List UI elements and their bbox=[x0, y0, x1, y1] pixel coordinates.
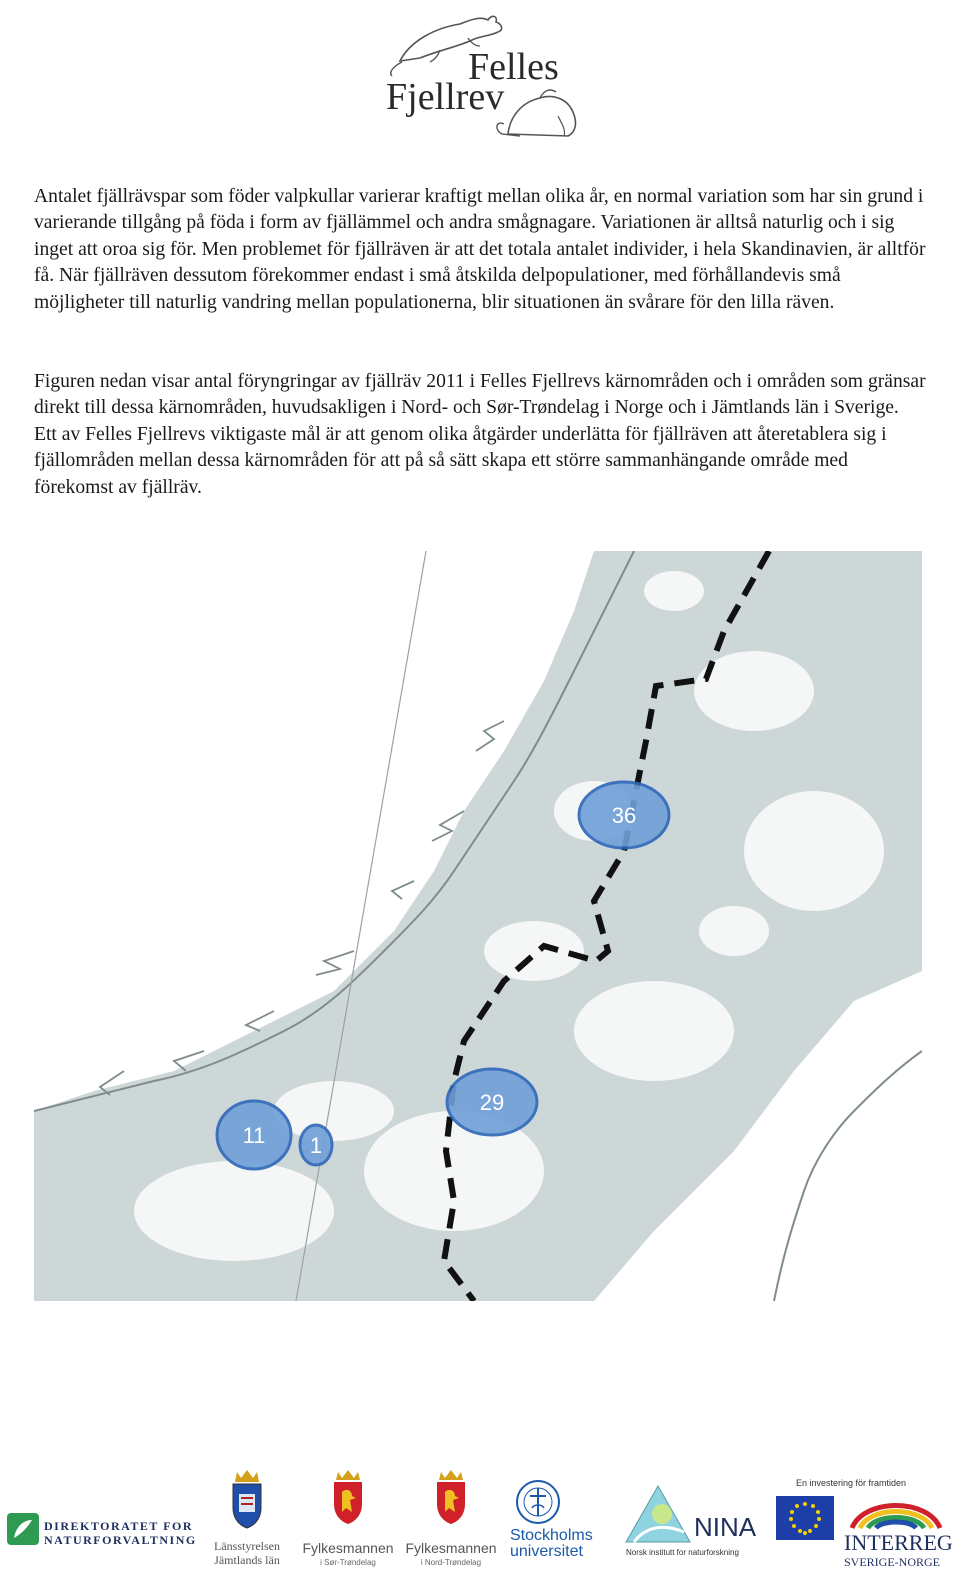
felles-fjellrev-logo bbox=[380, 6, 590, 146]
lansstyrelsen-line2: Jämtlands län bbox=[214, 1553, 280, 1567]
fylkesmannen-sor-trondelag-logo bbox=[302, 1468, 394, 1574]
map-svg bbox=[34, 551, 922, 1301]
marker-1 bbox=[300, 1125, 332, 1165]
marker-29 bbox=[447, 1069, 537, 1135]
eu-flag-icon bbox=[776, 1496, 834, 1540]
marker-11 bbox=[217, 1101, 291, 1169]
dn-name-line2: NATURFORVALTNING bbox=[44, 1533, 197, 1547]
su-name-line1: Stockholms bbox=[510, 1527, 593, 1544]
dn-name-line1: DIREKTORATET FOR bbox=[44, 1519, 194, 1533]
fylkesmannen-sor-name: Fylkesmannen bbox=[302, 1540, 394, 1556]
dn-logo bbox=[6, 1510, 196, 1550]
nina-mountain-icon bbox=[624, 1480, 694, 1544]
stockholms-universitet-logo bbox=[506, 1478, 610, 1568]
partner-logos-footer bbox=[0, 1460, 960, 1579]
intro-paragraph: Antalet fjällrävspar som föder valpkullar varierar kraftigt mellan olika år, en normal variation som har sin grund i varierande tillgång på föda i form av fjällämmel och andra smågnagare. Variationen är alltså naturlig och i sig inget att oroa sig för. Men problemet för fjällräven är att det totala antalet individer, i hela Skandinavien, är alltför få. När fjällräven dessutom förekommer endast i små åtskilda delpopulationer, med förhållandevis små möjligheter till naturlig vandring mellan populationerna, blir situationen än svårare för den lilla räven. bbox=[34, 186, 926, 313]
norway-lion-crest-icon bbox=[330, 1468, 366, 1526]
fylkesmannen-nord-sub: i Nord-Trøndelag bbox=[420, 1558, 482, 1567]
marker-36 bbox=[579, 782, 669, 848]
logo-word-fjellrev: Fjellrev bbox=[386, 76, 505, 118]
su-name-line2: universitet bbox=[510, 1543, 583, 1560]
interreg-eu-logo bbox=[770, 1478, 954, 1574]
fylkesmannen-nord-name: Fylkesmannen bbox=[405, 1540, 497, 1556]
nina-logo bbox=[624, 1480, 758, 1566]
lansstyrelsen-line1: Länsstyrelsen bbox=[214, 1539, 280, 1553]
logo-word-felles: Felles bbox=[468, 46, 559, 88]
lansstyrelsen-logo bbox=[202, 1468, 292, 1574]
regional-map bbox=[34, 551, 922, 1301]
marker-label-29: 29 bbox=[479, 1090, 505, 1115]
university-seal-icon bbox=[514, 1478, 562, 1526]
nina-sub: Norsk institutt for naturforskning bbox=[626, 1548, 739, 1557]
nina-name: NINA bbox=[694, 1512, 757, 1542]
norway-lion-crest-icon bbox=[433, 1468, 469, 1526]
jamtland-coat-of-arms-icon bbox=[227, 1468, 267, 1530]
eu-tagline: En investering för framtiden bbox=[796, 1478, 907, 1488]
dn-emblem-icon bbox=[6, 1512, 40, 1546]
fylkesmannen-sor-sub: i Sør-Trøndelag bbox=[320, 1558, 376, 1567]
marker-label-1: 1 bbox=[309, 1133, 323, 1158]
marker-label-11: 11 bbox=[242, 1123, 266, 1148]
interreg-rainbow-icon bbox=[846, 1494, 946, 1530]
marker-label-36: 36 bbox=[611, 803, 637, 828]
interreg-sub: SVERIGE-NORGE bbox=[844, 1555, 940, 1569]
figure-description-paragraph: Figuren nedan visar antal föryngringar av fjällräv 2011 i Felles Fjellrevs kärnområden och i områden som gränsar direkt till dessa kärnområden, huvudsakligen i Nord- och Sør-Trøndelag i Norge och i Jämtlands län i Sverige. Ett av Felles Fjellrevs viktigaste mål är att genom olika åtgärder underlätta för fjällräven att återetablera sig i fjällområden mellan dessa kärnområden för att på så sätt skapa ett större sammanhängande område med förekomst av fjällräv. bbox=[34, 371, 926, 498]
fylkesmannen-nord-trondelag-logo bbox=[405, 1468, 497, 1574]
interreg-name: INTERREG bbox=[844, 1530, 953, 1555]
